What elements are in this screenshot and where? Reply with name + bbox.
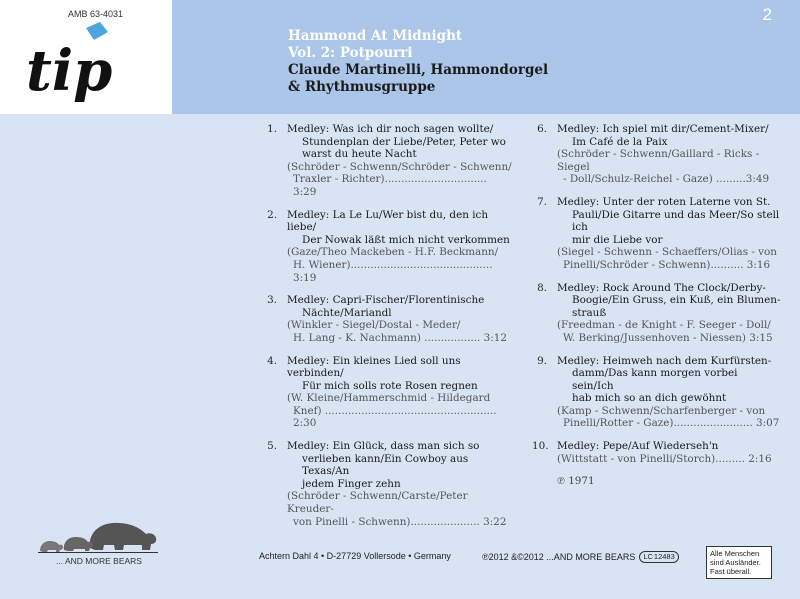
track-number: 4.	[267, 354, 277, 367]
track-composer-line: (Schröder - Schwenn/Schröder - Schwenn/	[287, 160, 512, 173]
tip-logo	[24, 22, 154, 102]
lc-label: LC	[643, 552, 653, 561]
catalog-number: AMB 63-4031	[68, 9, 124, 19]
track-number: 2.	[267, 208, 277, 221]
track-item	[532, 440, 782, 465]
track-composer-line: (W. Kleine/Hammerschmid - Hildegard	[287, 392, 491, 405]
track-composer-line: Pinelli/Rotter - Gaze)........................ 3:07	[563, 417, 780, 430]
track-composer-line: von Pinelli - Schwenn)..................... 3:22	[293, 515, 507, 528]
track-title	[557, 355, 782, 405]
track-title-line: Medley: Was ich dir noch sagen wollte/	[287, 123, 494, 135]
copyright-text: ℗2012 &©2012 ...AND MORE BEARS	[482, 552, 636, 562]
track-number: 1.	[267, 123, 277, 135]
motto-line: Fast überall.	[710, 567, 752, 576]
logo-text: tip	[26, 38, 113, 102]
track-item	[262, 440, 512, 528]
bears-logo-icon	[38, 514, 158, 554]
track-composer-line: (Gaze/Theo Mackeben - H.F. Beckmann/	[287, 246, 499, 259]
track-title-line: Medley: Pepe/Auf Wiederseh'n	[557, 440, 719, 453]
album-artist-group: & Rhythmusgruppe	[288, 79, 436, 95]
track-title	[557, 282, 782, 320]
track-composer-line: W. Berking/Jussenhoven - Niessen) 3:15	[563, 331, 773, 344]
track-title	[557, 440, 782, 453]
track-title	[287, 355, 512, 393]
album-title-block	[288, 28, 548, 96]
track-title-line: damm/Das kann morgen vorbei sein/Ich	[572, 367, 738, 392]
motto-box	[706, 546, 772, 579]
track-composers	[557, 246, 782, 271]
track-number: 5.	[267, 440, 277, 453]
track-composers	[557, 319, 782, 344]
track-title-line: jedem Finger zehn	[302, 477, 401, 490]
track-item	[532, 123, 782, 186]
tracklist-left	[262, 123, 512, 538]
track-item	[262, 209, 512, 285]
track-number: 3.	[267, 294, 277, 307]
track-item	[262, 355, 512, 431]
track-composer-line: Traxler - Richter)............................... 3:29	[293, 173, 487, 198]
track-composer-line: (Siegel - Schwenn - Schaeffers/Olias - von	[557, 246, 777, 259]
track-title-line: Medley: Unter der roten Laterne von St.	[557, 195, 771, 208]
track-composer-line: (Schröder - Schwenn/Gaillard - Ricks - Siegel	[557, 148, 760, 173]
track-title-line: Im Café de la Paix	[572, 135, 668, 148]
lc-badge	[639, 551, 678, 563]
track-number: 8.	[537, 281, 547, 294]
track-composer-line: (Wittstatt - von Pinelli/Storch)......... 2:16	[557, 452, 772, 465]
track-title-line: Stundenplan der Liebe/Peter, Peter wo	[302, 135, 506, 148]
track-title-line: Medley: Ein Glück, dass man sich so	[287, 440, 480, 453]
track-title-line: Pauli/Die Gitarre und das Meer/So stell ich	[572, 208, 780, 234]
track-composer-line: H. Wiener)........................................... 3:19	[293, 258, 493, 284]
page-number: 2	[762, 5, 772, 24]
album-title: Hammond At Midnight	[288, 28, 463, 44]
track-composers	[287, 319, 512, 344]
track-item	[532, 355, 782, 431]
track-title-line: warst du heute Nacht	[302, 148, 417, 161]
track-composer-line: Knef) .................................................... 2:30	[293, 404, 497, 430]
track-composer-line: (Winkler - Siegel/Dostal - Meder/	[287, 319, 461, 332]
track-title-line: Medley: Heimweh nach dem Kurfürsten-	[557, 354, 772, 367]
album-artist: Claude Martinelli, Hammondorgel	[288, 62, 549, 78]
bears-label: ... AND MORE BEARS	[56, 556, 142, 566]
track-composers	[287, 392, 512, 430]
track-title-line: Medley: La Le Lu/Wer bist du, den ich liebe/	[287, 208, 489, 234]
tracklist-right	[532, 123, 782, 488]
track-title	[557, 123, 782, 148]
lc-code: 12483	[653, 552, 675, 561]
track-item	[262, 123, 512, 199]
track-composers	[557, 453, 782, 466]
track-number: 10.	[532, 440, 549, 453]
track-item	[532, 282, 782, 345]
track-number: 6.	[537, 123, 547, 135]
track-title	[557, 196, 782, 246]
track-item	[262, 294, 512, 344]
track-title-line: Der Nowak läßt mich nicht verkommen	[302, 233, 510, 246]
track-title-line: Medley: Ich spiel mit dir/Cement-Mixer/	[557, 123, 769, 135]
track-title-line: Medley: Rock Around The Clock/Derby-	[557, 281, 766, 294]
track-title-line: Medley: Capri-Fischer/Florentinische	[287, 294, 485, 307]
track-title-line: Medley: Ein kleines Lied soll uns verbinden/	[287, 354, 461, 380]
track-title	[287, 294, 512, 319]
track-title-line: Nächte/Mariandl	[302, 306, 392, 319]
track-title-line: Für mich solls rote Rosen regnen	[302, 379, 478, 392]
track-composer-line: H. Lang - K. Nachmann) ................. 3:12	[293, 331, 507, 344]
track-composer-line: (Schröder - Schwenn/Carste/Peter Kreuder-	[287, 490, 468, 516]
motto-line: Alle Menschen	[710, 549, 760, 558]
phonogram-year: ℗ 1971	[557, 475, 595, 488]
track-number: 9.	[537, 354, 547, 367]
track-composer-line: Pinelli/Schröder - Schwenn).......... 3:16	[563, 258, 771, 271]
track-composers	[557, 405, 782, 430]
album-volume: Vol. 2: Potpourri	[288, 45, 413, 61]
track-title-line: hab mich so an dich gewöhnt	[572, 392, 727, 405]
motto-line: sind Ausländer.	[710, 558, 761, 567]
track-title	[287, 123, 512, 161]
track-title-line: verlieben kann/Ein Cowboy aus Texas/An	[302, 452, 469, 478]
legal-line	[482, 551, 679, 563]
track-number: 7.	[537, 195, 547, 208]
track-title-line: mir die Liebe vor	[572, 233, 663, 246]
track-title-line: Boogie/Ein Gruss, ein Kuß, ein Blumen-	[572, 294, 781, 307]
track-composers	[287, 161, 512, 199]
track-title	[287, 209, 512, 247]
track-composers	[557, 148, 782, 186]
track-composer-line: (Kamp - Schwenn/Scharfenberger - von	[557, 404, 766, 417]
label-address: Achtern Dahl 4 • D-27729 Vollersode • Germany	[259, 551, 451, 561]
track-item	[532, 196, 782, 272]
track-composer-line: (Freedman - de Knight - F. Seeger - Doll/	[557, 319, 771, 332]
track-title	[287, 440, 512, 490]
track-composers	[287, 490, 512, 528]
track-composer-line: - Doll/Schulz-Reichel - Gaze) .........3:49	[563, 173, 770, 186]
track-composers	[287, 246, 512, 284]
track-title-line: strauß	[572, 306, 607, 319]
